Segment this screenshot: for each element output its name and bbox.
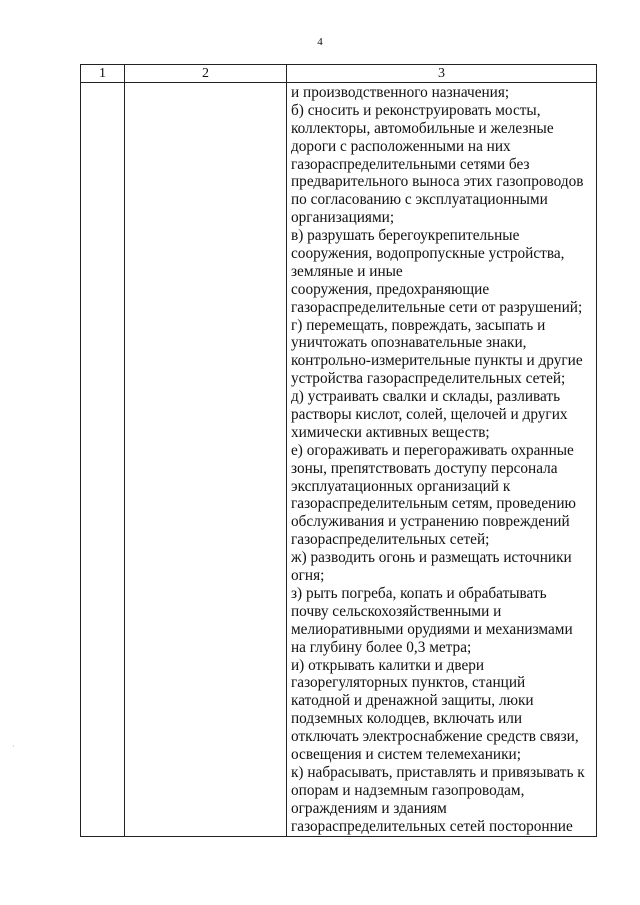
text-line: д) устраивать свалки и склады, разливать — [291, 388, 561, 406]
text-line: почву сельскохозяйственными и — [291, 602, 502, 620]
text-line: химически активных веществ; — [291, 423, 490, 441]
document-table — [80, 64, 597, 837]
text-line: газораспределительным сетям, проведению — [291, 495, 576, 513]
header-cell-3: 3 — [438, 66, 445, 81]
text-line: ограждениям и зданиям — [291, 799, 447, 817]
text-line: контрольно-измерительные пункты и другие — [291, 352, 583, 370]
text-line: е) огораживать и перегораживать охранные — [291, 441, 574, 459]
text-line: опорам и надземным газопроводам, — [291, 781, 525, 799]
text-line: газораспределительными сетями без — [291, 155, 530, 173]
text-line: подземных колодцев, включать или — [291, 710, 523, 728]
header-cell-2: 2 — [202, 66, 209, 81]
text-line: огня; — [291, 567, 325, 585]
column-divider-1 — [124, 65, 125, 836]
column-3-text — [291, 84, 595, 835]
text-line: обслуживания и устранению повреждений — [291, 513, 570, 531]
text-line: дороги с расположенными на них — [291, 137, 511, 155]
text-line: организациями; — [291, 209, 395, 227]
page-number: 4 — [317, 36, 323, 48]
text-line: з) рыть погреба, копать и обрабатывать — [291, 584, 547, 602]
text-line: эксплуатационных организаций к — [291, 477, 511, 495]
text-line: на глубину более 0,3 метра; — [291, 638, 472, 656]
text-line: мелиоративными орудиями и механизмами — [291, 620, 573, 638]
text-line: б) сносить и реконструировать мосты, — [291, 101, 541, 119]
text-line: земляные и иные — [291, 262, 403, 280]
text-line: сооружения, предохраняющие — [291, 280, 490, 298]
text-line: коллекторы, автомобильные и железные — [291, 119, 554, 137]
text-line: освещения и систем телемеханики; — [291, 745, 521, 763]
header-cell-1: 1 — [99, 66, 106, 81]
text-line: предварительного выноса этих газопроводов — [291, 173, 584, 191]
text-line: по согласованию с эксплуатационными — [291, 191, 548, 209]
text-line: и производственного назначения; — [291, 84, 510, 101]
text-line: отключать электроснабжение средств связи, — [291, 728, 579, 746]
text-line: газораспределительных сетей; — [291, 531, 490, 549]
text-line: устройства газораспределительных сетей; — [291, 370, 566, 388]
text-line: газораспределительные сети от разрушений; — [291, 298, 583, 316]
text-line: в) разрушать берегоукрепительные — [291, 227, 520, 245]
text-line: зоны, препятствовать доступу персонала — [291, 459, 558, 477]
text-line: газорегуляторных пунктов, станций — [291, 674, 526, 692]
text-line: газораспределительных сетей посторонние — [291, 817, 573, 835]
text-line: уничтожать опознавательные знаки, — [291, 334, 527, 352]
text-line: катодной и дренажной защиты, люки — [291, 692, 534, 710]
text-line: ж) разводить огонь и размещать источники — [291, 549, 572, 567]
column-divider-2 — [286, 65, 287, 836]
text-line: сооружения, водопропускные устройства, — [291, 245, 565, 263]
text-line: к) набрасывать, приставлять и привязывать к — [291, 763, 585, 781]
text-line: растворы кислот, солей, щелочей и других — [291, 406, 568, 424]
text-line: и) открывать калитки и двери — [291, 656, 485, 674]
text-line: г) перемещать, повреждать, засыпать и — [291, 316, 546, 334]
margin-mark: · — [12, 742, 15, 751]
